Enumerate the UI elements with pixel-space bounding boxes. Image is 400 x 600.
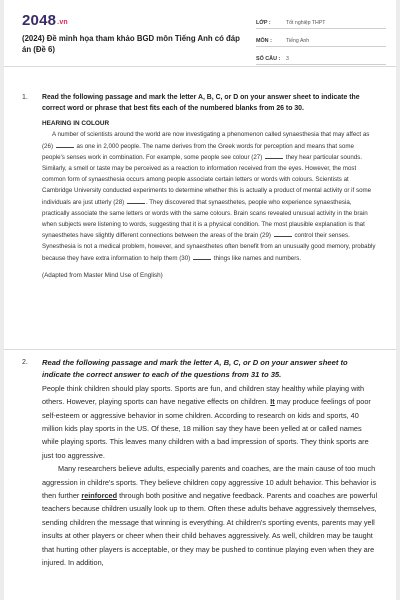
document-title: (2024) Đề minh họa tham khảo BGD môn Tiếng Anh có đáp án (Đề 6) <box>22 34 240 54</box>
question-instruction: Read the following passage and mark the letter A, B, C, or D on your answer sheet to indicate the correct answer to each of the questions from 31 to 35. <box>42 358 348 380</box>
answer-blank-26 <box>56 141 74 148</box>
meta-row-subject <box>256 32 386 47</box>
meta-row-count <box>256 50 386 65</box>
passage-source: (Adapted from Master Mind Use of English) <box>42 271 163 279</box>
site-logo[interactable] <box>22 12 68 29</box>
passage-text <box>42 129 378 263</box>
meta-value: Tiếng Anh <box>286 38 310 44</box>
passage-segment: A number of scientists around the world are now investigating a phenomenon called synaesthesia that may affect as (26) <box>42 131 370 150</box>
question-instruction: Read the following passage and mark the letter A, B, C, or D on your answer sheet to indicate the correct word or phrase that best fits each of the numbered blanks from 26 to 30. <box>42 94 360 113</box>
answer-blank-30 <box>193 253 211 260</box>
passage-title: HEARING IN COLOUR <box>42 120 110 128</box>
passage-segment: . They discovered that synaesthetes, people who experience synaesthesia, practically associate the same letters or words with the same colours. Brain scans revealed unusual activity in the brain when subjects were listening to words, suggesting that it is a physical condition. The most plausible explanation is that synaesthetes have slightly different connections between the areas of the brain (29) <box>42 198 368 240</box>
passage-segment: things like names and numbers. <box>213 254 302 262</box>
answer-blank-28 <box>127 197 145 204</box>
meta-value: 3 <box>286 56 289 62</box>
underlined-word-it: It <box>270 397 275 407</box>
passage-segment: through both positive and negative feedback. Parents and coaches are powerful teachers because children usually look up to them. Often these adults behave aggressively themselves, sending children the message that winning is everything. At children's sporting events, parents may yell insults at other players or cheer when their child behaves aggressively. As well, children may be taught that hurting other players is acceptable, or they may be pushed to continue playing even when they are injured. In addition, <box>42 491 378 568</box>
passage-segment: as one in 2,000 people. The name derives from the Greek words for perception and means that some people's senses work in combination. For example, some people see colour (27) <box>42 142 354 161</box>
question-divider <box>4 349 396 350</box>
logo-suffix: .vn <box>57 19 68 26</box>
meta-label: SỐ CÂU : <box>256 56 281 62</box>
header-divider <box>4 66 396 67</box>
passage-segment: People think children should play sports. Sports are fun, and children stay healthy while playing with others. However, playing sports can have negative effects on children. <box>42 383 365 407</box>
passage-paragraph-1 <box>42 382 378 462</box>
meta-value: Tốt nghiệp THPT <box>286 20 326 26</box>
question-number: 1. <box>22 94 28 101</box>
meta-row-class <box>256 14 386 29</box>
question-body <box>42 92 378 281</box>
underlined-word-reinforced: reinforced <box>81 491 118 501</box>
passage-segment: Many researchers believe adults, especially parents and coaches, are the main cause of too much aggression in childre's sports. They believe children copy aggressive 10 adult behavior. This behavior is then further <box>42 464 377 501</box>
passage-segment: may produce feelings of poor self-esteem or aggressive behavior in some children. According to research on kids and sports, 40 million kids play sports in the US. Of these, 18 million say they have been yelled at or called names while playing sports. This leaves many children with a bad impression of sports. They think sports are just too aggressive. <box>42 397 371 460</box>
passage-segment: they hear particular sounds. Similarly, a smell or taste may be perceived as a reaction to information received from the eyes. However, the most common form of synaesthesia occurs among people associate certain letters or words with colours. Scientists at Cambridge University conducted experiments to determine whether this is actually a product of mental activity or if some individuals are just utterly (28) <box>42 153 372 206</box>
meta-label: MÔN : <box>256 38 272 44</box>
document-meta <box>256 14 386 68</box>
logo-main: 2048 <box>22 12 57 29</box>
passage-segment: control their senses. Synesthesia is not a medical problem, however, and synaesthetes often benefit from an unusually good memory, probably because they have extra information to help them (30) <box>42 232 376 262</box>
meta-label: LỚP : <box>256 20 271 26</box>
passage-paragraph-2 <box>42 462 378 569</box>
answer-blank-29 <box>274 230 292 237</box>
question-body <box>42 357 378 570</box>
question-number: 2. <box>22 359 28 366</box>
answer-blank-27 <box>265 152 283 159</box>
document-page <box>4 0 396 600</box>
